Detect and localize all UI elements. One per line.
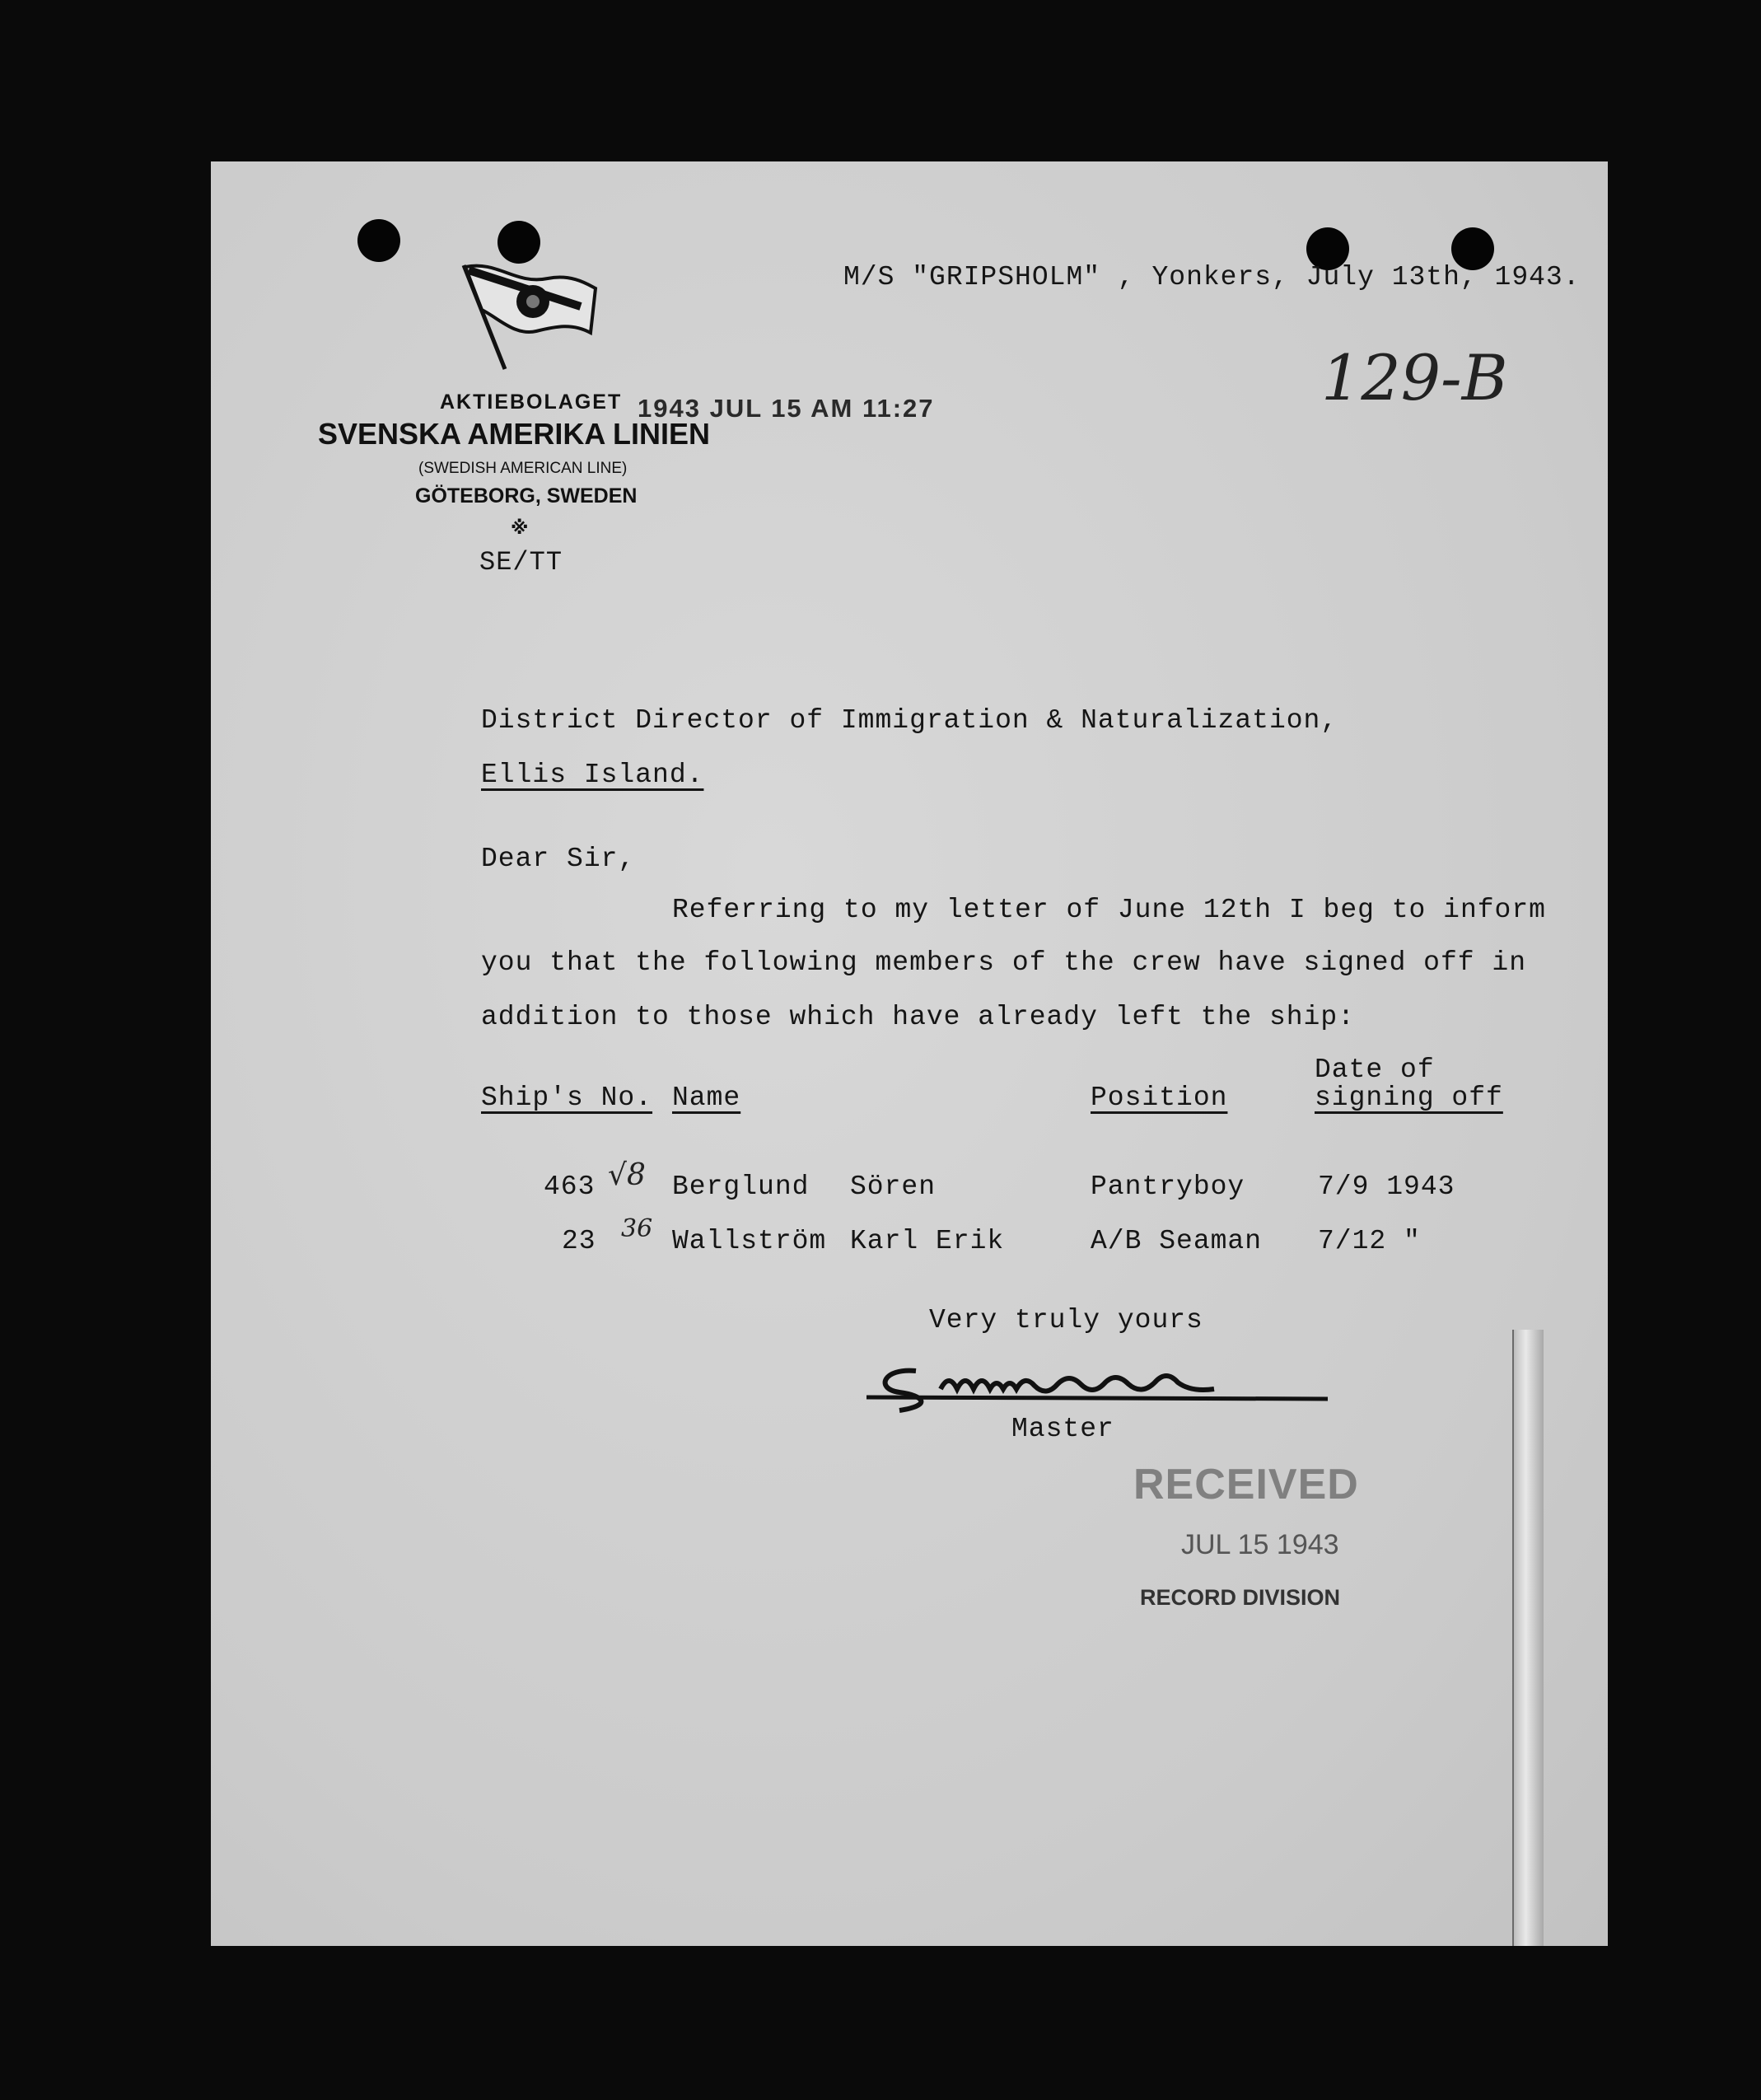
row-2-surname: Wallström — [672, 1226, 827, 1256]
file-number: 129-B — [1321, 341, 1508, 414]
signer-title: Master — [1011, 1414, 1114, 1444]
body-line-1: Referring to my letter of June 12th I beg to inform — [672, 895, 1546, 925]
punch-hole — [357, 219, 400, 262]
folded-tab — [1512, 1330, 1544, 1946]
company-name: SVENSKA AMERIKA LINIEN — [318, 417, 711, 451]
company-city: GÖTEBORG, SWEDEN — [415, 484, 638, 507]
row-1-given-name: Sören — [850, 1172, 937, 1202]
row-2-ship-no: 23 — [562, 1226, 596, 1256]
header-ship-no: Ship's No. — [481, 1083, 653, 1113]
received-stamp-division: RECORD DIVISION — [1140, 1585, 1341, 1610]
row-1-ship-no: 463 — [544, 1172, 596, 1202]
body-line-2: you that the following members of the crew have signed off in — [481, 947, 1526, 978]
received-stamp-word: RECEIVED — [1133, 1461, 1359, 1508]
company-english-name: (SWEDISH AMERICAN LINE) — [418, 460, 628, 477]
body-line-3: addition to those which have already left the ship: — [481, 1002, 1355, 1032]
page-notch — [1608, 1330, 1761, 1956]
dateline: M/S "GRIPSHOLM" , Yonkers, July 13th, 1943. — [843, 262, 1581, 292]
header-position: Position — [1091, 1083, 1228, 1113]
row-1-surname: Berglund — [672, 1172, 810, 1202]
closing: Very truly yours — [929, 1305, 1203, 1335]
time-stamp: 1943 JUL 15 AM 11:27 — [638, 394, 935, 423]
reference-code: SE/TT — [479, 547, 563, 578]
recipient-line-1: District Director of Immigration & Naturalization, — [481, 705, 1338, 736]
header-date-line-2: signing off — [1315, 1083, 1503, 1113]
salutation: Dear Sir, — [481, 844, 636, 874]
signature — [866, 1356, 1336, 1422]
row-1-position: Pantryboy — [1091, 1172, 1245, 1202]
punch-hole — [497, 221, 540, 264]
ornament: ※ — [511, 517, 529, 538]
row-2-given-name: Karl Erik — [850, 1226, 1005, 1256]
row-1-annotation: √8 — [608, 1158, 646, 1192]
row-2-position: A/B Seaman — [1091, 1226, 1263, 1256]
company-prefix: AKTIEBOLAGET — [440, 391, 623, 414]
row-2-annotation: 36 — [621, 1214, 653, 1243]
row-2-date: 7/12 " — [1318, 1226, 1421, 1256]
recipient-line-2: Ellis Island. — [481, 760, 704, 790]
received-stamp-date: JUL 15 1943 — [1181, 1529, 1339, 1560]
row-1-date: 7/9 1943 — [1318, 1172, 1455, 1202]
header-date-line-1: Date of — [1315, 1055, 1435, 1085]
flag-logo — [457, 260, 605, 376]
header-name: Name — [672, 1083, 741, 1113]
